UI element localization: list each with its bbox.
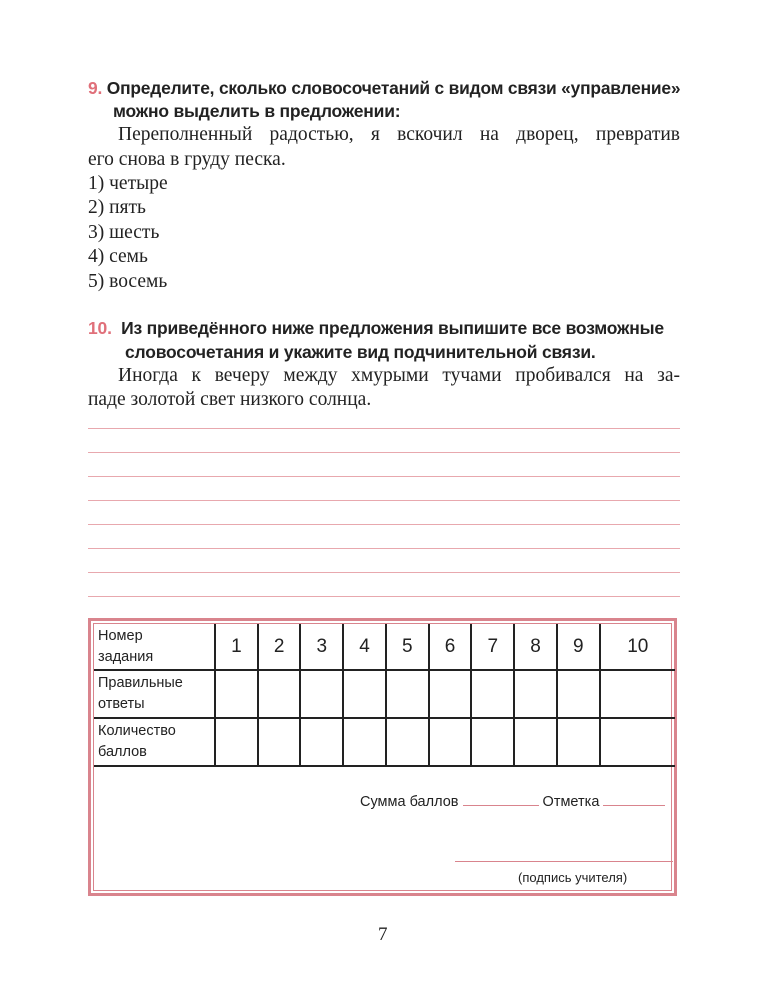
task-number-cell: 7: [471, 624, 514, 670]
answer-cell[interactable]: [429, 670, 472, 718]
answer-cell[interactable]: [600, 670, 675, 718]
q10-title-text: Из приведённого ниже предложения выпишите все возможные: [121, 318, 664, 338]
score-box: [88, 618, 677, 896]
q9-option-5: 5) восемь: [88, 271, 168, 292]
table-row-correct-answers: [94, 670, 675, 718]
answer-line[interactable]: [88, 452, 680, 453]
answer-cell[interactable]: [215, 670, 258, 718]
answer-line[interactable]: [88, 500, 680, 501]
points-cell[interactable]: [557, 718, 600, 766]
task-number-cell: 3: [300, 624, 343, 670]
points-cell[interactable]: [514, 718, 557, 766]
answer-cell[interactable]: [258, 670, 301, 718]
points-cell[interactable]: [300, 718, 343, 766]
task-number-cell: 5: [386, 624, 429, 670]
answer-cell[interactable]: [343, 670, 386, 718]
q10-sentence-line1: Иногда к вечеру между хмурыми тучами пробивался на за-: [118, 365, 680, 386]
score-table: [94, 624, 675, 767]
points-cell[interactable]: [429, 718, 472, 766]
q10-sentence-line2: паде золотой свет низкого солнца.: [88, 389, 372, 410]
q9-sentence-line2: его снова в груду песка.: [88, 149, 286, 170]
grade-label: Отметка: [542, 794, 600, 810]
page-number: 7: [378, 924, 388, 945]
points-cell[interactable]: [258, 718, 301, 766]
row-label-points: Количество баллов: [94, 718, 215, 766]
points-cell[interactable]: [386, 718, 429, 766]
signature-line[interactable]: [455, 861, 673, 862]
row-label-task-number: Номер задания: [94, 624, 215, 670]
table-row-task-numbers: [94, 624, 675, 670]
row-label-correct-answers: Правильные ответы: [94, 670, 215, 718]
answer-cell[interactable]: [471, 670, 514, 718]
q9-title-line2: можно выделить в предложении:: [113, 101, 401, 121]
task-number-cell: 4: [343, 624, 386, 670]
sum-grade-line: [360, 794, 665, 810]
q10-title-line2: словосочетания и укажите вид подчинительной связи.: [125, 342, 596, 362]
score-box-inner: [93, 623, 672, 891]
q9-option-4: 4) семь: [88, 246, 148, 267]
table-row-points: [94, 718, 675, 766]
q10-title-line1: [88, 318, 664, 339]
answer-line[interactable]: [88, 572, 680, 573]
task-number-cell: 6: [429, 624, 472, 670]
sum-field[interactable]: [463, 805, 539, 806]
points-cell[interactable]: [471, 718, 514, 766]
grade-field[interactable]: [603, 805, 665, 806]
answer-line[interactable]: [88, 428, 680, 429]
answer-line[interactable]: [88, 548, 680, 549]
task-number-cell: 9: [557, 624, 600, 670]
task-number-cell: 10: [600, 624, 675, 670]
answer-cell[interactable]: [557, 670, 600, 718]
q10-number: 10.: [88, 318, 112, 338]
q9-option-2: 2) пять: [88, 197, 146, 218]
sum-label: Сумма баллов: [360, 794, 459, 810]
answer-line[interactable]: [88, 476, 680, 477]
q9-option-3: 3) шесть: [88, 222, 160, 243]
answer-line[interactable]: [88, 524, 680, 525]
signature-label: (подпись учителя): [518, 870, 628, 885]
task-number-cell: 8: [514, 624, 557, 670]
q9-number: 9.: [88, 78, 103, 98]
task-number-cell: 2: [258, 624, 301, 670]
q9-option-1: 1) четыре: [88, 173, 168, 194]
answer-cell[interactable]: [514, 670, 557, 718]
q9-title-line1: [88, 78, 680, 99]
task-number-cell: 1: [215, 624, 258, 670]
points-cell[interactable]: [343, 718, 386, 766]
answer-cell[interactable]: [386, 670, 429, 718]
points-cell[interactable]: [215, 718, 258, 766]
q9-title-text: Определите, сколько словосочетаний с видом связи «управление»: [106, 78, 681, 98]
answer-line[interactable]: [88, 596, 680, 597]
q9-sentence-line1: Переполненный радостью, я вскочил на дворец, превратив: [118, 124, 680, 145]
answer-cell[interactable]: [300, 670, 343, 718]
points-cell[interactable]: [600, 718, 675, 766]
